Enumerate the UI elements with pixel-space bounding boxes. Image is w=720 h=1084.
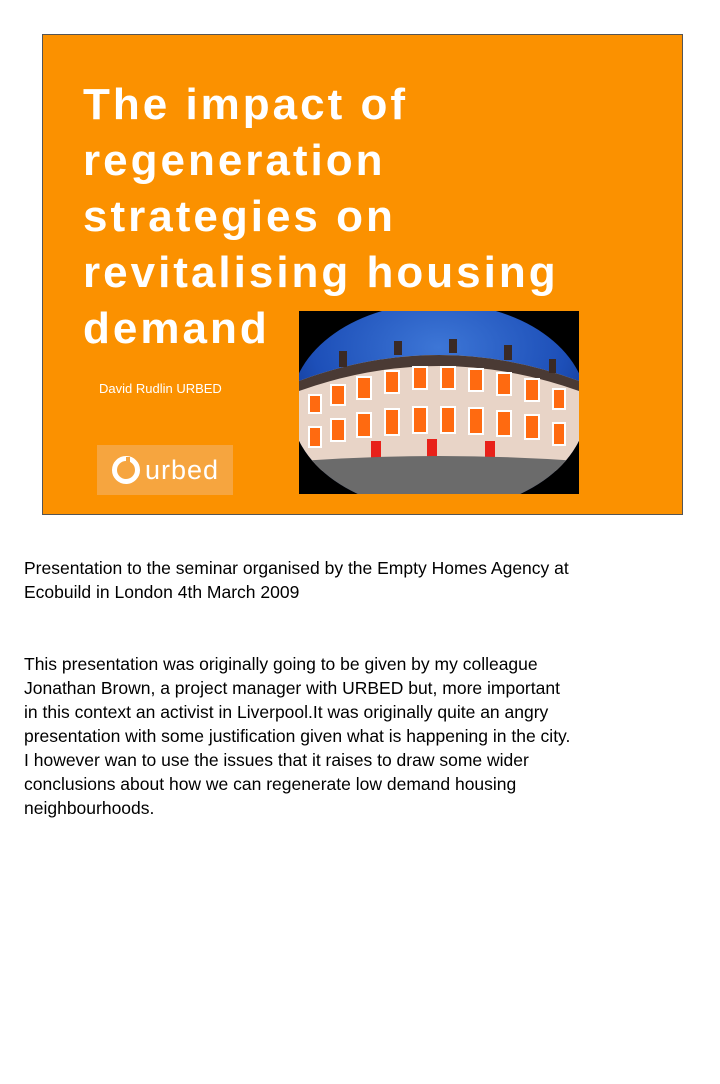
- logo-mark-icon: [111, 455, 141, 485]
- title-line: regeneration: [83, 136, 386, 185]
- slide-author: David Rudlin URBED: [99, 381, 222, 396]
- title-line: strategies on: [83, 192, 396, 241]
- notes-paragraph: This presentation was originally going to be given by my colleague Jonathan Brown, a project manager with URBED but, more important in this context an activist in Liverpool.It was originally quite an angry presentation with some justification given what is happening in the city. I however wan to use the issues that it raises to draw some wider conclusions about how we can regenerate low demand housing neighbourhoods.: [24, 654, 571, 818]
- title-line: demand: [83, 304, 270, 353]
- notes-paragraph: Presentation to the seminar organised by the Empty Homes Agency at Ecobuild in London 4th March 2009: [24, 558, 569, 602]
- slide: [42, 34, 683, 515]
- logo-wordmark: urbed: [144, 454, 220, 485]
- terraced-houses-photo: [299, 311, 579, 494]
- title-line: The impact of: [83, 80, 409, 129]
- speaker-notes: [24, 556, 700, 820]
- urbed-logo: [97, 445, 233, 495]
- title-line: revitalising housing: [83, 248, 559, 297]
